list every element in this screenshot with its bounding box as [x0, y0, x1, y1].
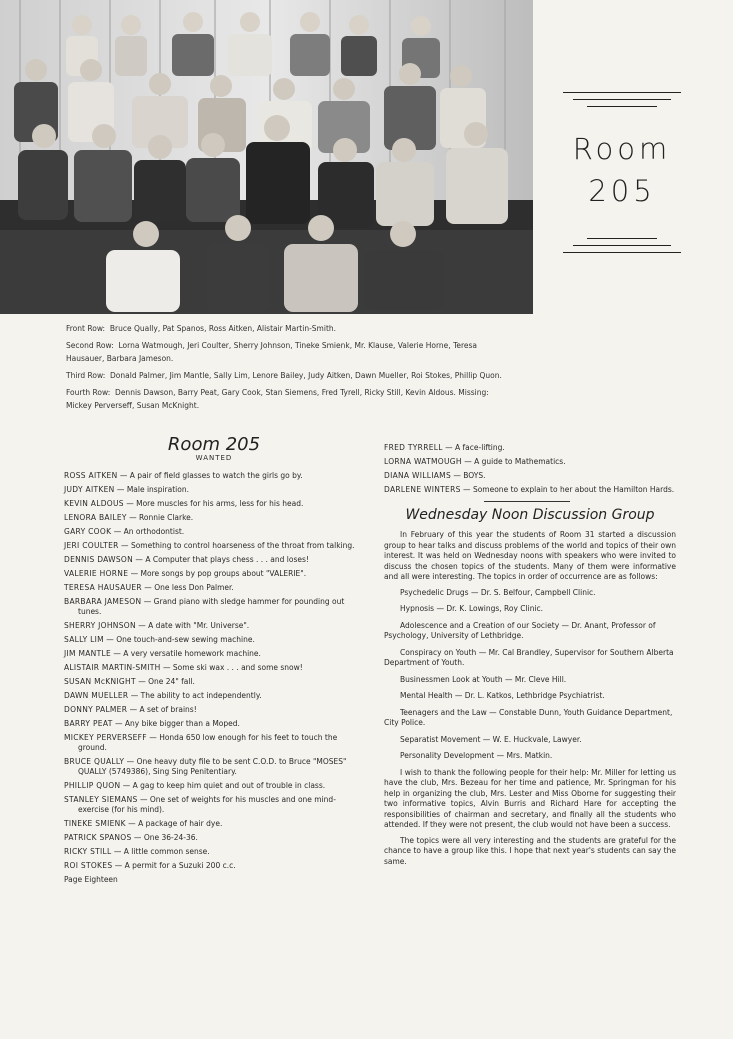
wanted-entry-text: An orthodontist.	[123, 527, 185, 536]
caption-row-names: Dennis Dawson, Barry Peat, Gary Cook, Stan Siemens, Fred Tyrell, Ricky Still, Kevin Aldous. Missing: Mickey Perverseff, Susan McKnight.	[66, 388, 489, 410]
topic-item: Personality Development — Mrs. Matkin.	[400, 751, 553, 760]
wanted-entry: VALERIE HORNE — More songs by pop groups about "VALERIE".	[64, 569, 307, 578]
wanted-entry-name: LENORA BAILEY	[64, 513, 127, 522]
wanted-entry: KEVIN ALDOUS — More muscles for his arms, less for his head.	[64, 499, 304, 508]
topic-item: Psychedelic Drugs — Dr. S. Belfour, Campbell Clinic.	[400, 587, 596, 597]
wanted-entry-name: ROSS AITKEN	[64, 471, 118, 480]
title-rule	[573, 245, 671, 246]
class-photo-illustration	[0, 0, 533, 314]
wanted-entry-text: Someone to explain to her about the Hamilton Hards.	[472, 485, 675, 494]
discussion-intro: In February of this year the students of Room 31 started a discussion group to hear talks and discuss problems of the world and topics of their own interest. It was held on Wednesday noons with speakers who were invited to discuss the chosen topics of the students. Many of them were informative and all were interesting. The topics in order of occurrence are as follows:	[384, 530, 676, 581]
wanted-section-title: Room 205	[167, 434, 261, 455]
wanted-entry-text: Some ski wax . . . and some snow!	[172, 663, 303, 672]
wanted-entry-text: A face-lifting.	[455, 443, 505, 452]
wanted-entry-text: BOYS.	[463, 471, 486, 480]
wanted-entry-name: GARY COOK	[64, 527, 112, 536]
topic-item: Mental Health — Dr. L. Katkos, Lethbridge Psychiatrist.	[400, 691, 605, 700]
wanted-entry-name: DENNIS DAWSON	[64, 555, 134, 564]
wanted-entry: MICKEY PERVERSEFF — Honda 650 low enough for his feet to touch the ground.	[64, 733, 338, 752]
wanted-entry-name: TERESA HAUSAUER	[64, 583, 142, 592]
topic-item: Teenagers and the Law — Constable Dunn, Youth Guidance Department, City Police.	[384, 707, 673, 727]
wanted-entry-name: FRED TYRRELL	[384, 443, 443, 452]
wanted-entry-name: DARLENE WINTERS	[384, 485, 461, 494]
wanted-entry-text: A Computer that plays chess . . . and loses!	[145, 555, 309, 564]
wanted-column	[64, 434, 364, 885]
wanted-entry-text: One heavy duty file to be sent C.O.D. to Bruce "MOSES" QUALLY (5749386), Sing Sing Penitentiary.	[78, 757, 347, 776]
wanted-entry-name: JUDY AITKEN	[64, 485, 115, 494]
wanted-entry-name: JERI COULTER	[64, 541, 119, 550]
wanted-entry: PATRICK SPANOS — One 36-24-36.	[64, 833, 198, 842]
wanted-entry-name: VALERIE HORNE	[64, 569, 129, 578]
caption-row	[66, 339, 506, 365]
wanted-entry: DIANA WILLIAMS — BOYS.	[384, 471, 486, 480]
topic-list	[384, 588, 676, 762]
caption-row	[66, 386, 506, 412]
wanted-entry-text: One 36-24-36.	[143, 833, 198, 842]
wanted-entry-text: Ronnie Clarke.	[139, 513, 194, 522]
discussion-title: Wednesday Noon Discussion Group	[405, 507, 655, 523]
section-divider	[484, 501, 570, 502]
caption-row-names: Bruce Qually, Pat Spanos, Ross Aitken, Alistair Martin-Smith.	[109, 324, 337, 333]
photo-caption	[66, 322, 506, 416]
wanted-entry: LORNA WATMOUGH — A guide to Mathematics.	[384, 457, 566, 466]
wanted-entry: DAWN MUELLER — The ability to act independently.	[64, 691, 262, 700]
wanted-entry: FRED TYRRELL — A face-lifting.	[384, 443, 505, 452]
wanted-entry-name: PHILLIP QUON	[64, 781, 121, 790]
title-rule	[573, 99, 671, 100]
wanted-entry: ALISTAIR MARTIN-SMITH — Some ski wax . . . and some snow!	[64, 663, 303, 672]
wanted-entry-name: BRUCE QUALLY	[64, 757, 125, 766]
wanted-entry-text: More muscles for his arms, less for his head.	[136, 499, 304, 508]
wanted-entry-text: More songs by pop groups about "VALERIE".	[140, 569, 307, 578]
wanted-entry: SHERRY JOHNSON — A date with "Mr. Universe".	[64, 621, 250, 630]
wanted-entry: BARRY PEAT — Any bike bigger than a Moped.	[64, 719, 240, 728]
discussion-thanks: I wish to thank the following people for their help: Mr. Miller for letting us have the club, Mrs. Bezeau for her time and patience, Mr. Springman for his help in organizing the club, Mrs. Lester and Miss Oborne for suggesting their two informative topics, Alvin Burris and Richard Hare for accepting the responsibilities of chairman and secretary, and finally all the students who attended. If they were not present, the club would not have been a success.	[384, 767, 676, 829]
wanted-entry-text: One touch-and-sew sewing machine.	[116, 635, 255, 644]
wanted-entry-text: Honda 650 low enough for his feet to touch the ground.	[78, 733, 338, 752]
wanted-entry-text: A pair of field glasses to watch the girls go by.	[129, 471, 303, 480]
wanted-entry-name: KEVIN ALDOUS	[64, 499, 124, 508]
discussion-closing: The topics were all very interesting and the students are grateful for the chance to have a group like this. I hope that next year's students can say the same.	[384, 835, 676, 866]
wanted-entry-name: SUSAN McKNIGHT	[64, 677, 136, 686]
wanted-entry: SALLY LIM — One touch-and-sew sewing machine.	[64, 635, 255, 644]
wanted-entry-text: Something to control hoarseness of the throat from talking.	[130, 541, 355, 550]
topic-item: Adolescence and a Creation of our Society — Dr. Anant, Professor of Psychology, University of Lethbridge.	[384, 620, 656, 640]
wanted-entry: STANLEY SIEMANS — One set of weights for his muscles and one mind-exercise (for his mind).	[64, 795, 336, 814]
wanted-entry-text: Any bike bigger than a Moped.	[124, 719, 240, 728]
wanted-subtitle: WANTED	[195, 454, 233, 462]
wanted-entry-name: BARBARA JAMESON	[64, 597, 142, 606]
wanted-entry-name: SALLY LIM	[64, 635, 104, 644]
title-rule	[563, 252, 681, 253]
caption-row-label: Third Row:	[66, 371, 106, 380]
wanted-entry-name: DONNY PALMER	[64, 705, 128, 714]
caption-row-names: Donald Palmer, Jim Mantle, Sally Lim, Lenore Bailey, Judy Aitken, Dawn Mueller, Roi Stokes, Phillip Quon.	[110, 371, 502, 380]
wanted-entry-text: A guide to Mathematics.	[474, 457, 566, 466]
wanted-entry: PHILLIP QUON — A gag to keep him quiet and out of trouble in class.	[64, 781, 326, 790]
title-rule	[587, 106, 657, 107]
wanted-entry-name: TINEKE SMIENK	[64, 819, 126, 828]
wanted-entry-name: DIANA WILLIAMS	[384, 471, 452, 480]
wanted-entry-name: STANLEY SIEMANS	[64, 795, 138, 804]
caption-row	[66, 369, 506, 382]
wanted-entry: DENNIS DAWSON — A Computer that plays chess . . . and loses!	[64, 555, 309, 564]
wanted-entry-name: RICKY STILL	[64, 847, 112, 856]
wanted-entry-text: A very versatile homework machine.	[123, 649, 261, 658]
title-rule	[587, 238, 657, 239]
caption-row	[66, 322, 506, 335]
wanted-entry-name: LORNA WATMOUGH	[384, 457, 462, 466]
wanted-entry-text: One set of weights for his muscles and one mind-exercise (for his mind).	[78, 795, 336, 814]
class-photo	[0, 0, 533, 314]
caption-row-label: Front Row:	[66, 324, 106, 333]
wanted-entry: DONNY PALMER — A set of brains!	[64, 705, 197, 714]
wanted-entry-text: A date with "Mr. Universe".	[148, 621, 250, 630]
wanted-entry-name: JIM MANTLE	[64, 649, 111, 658]
wanted-entry-text: A set of brains!	[139, 705, 197, 714]
wanted-entry: GARY COOK — An orthodontist.	[64, 527, 185, 536]
wanted-entry: SUSAN McKNIGHT — One 24" fall.	[64, 677, 195, 686]
wanted-entry-text: One less Don Palmer.	[154, 583, 234, 592]
wanted-entry: JERI COULTER — Something to control hoarseness of the throat from talking.	[64, 541, 355, 550]
wanted-entry: TERESA HAUSAUER — One less Don Palmer.	[64, 583, 234, 592]
wanted-entry-text: One 24" fall.	[148, 677, 195, 686]
wanted-entry-name: SHERRY JOHNSON	[64, 621, 136, 630]
topic-item: Hypnosis — Dr. K. Lowings, Roy Clinic.	[400, 604, 544, 613]
caption-row-label: Fourth Row:	[66, 388, 111, 397]
room-title-block	[563, 92, 681, 252]
wanted-entry-text: A gag to keep him quiet and out of trouble in class.	[132, 781, 326, 790]
wanted-entry-text: A package of hair dye.	[138, 819, 223, 828]
title-rule	[563, 92, 681, 93]
wanted-entry: LENORA BAILEY — Ronnie Clarke.	[64, 513, 194, 522]
wanted-entry: DARLENE WINTERS — Someone to explain to her about the Hamilton Hards.	[384, 485, 675, 494]
room-title-line-2: 205	[588, 174, 656, 208]
room-title-line-1: Room	[572, 132, 672, 166]
wanted-entry: JIM MANTLE — A very versatile homework machine.	[64, 649, 261, 658]
wanted-entry-text: A little common sense.	[123, 847, 210, 856]
wanted-entry-text: Male inspiration.	[126, 485, 189, 494]
wanted-entry: BARBARA JAMESON — Grand piano with sledge hammer for pounding out tunes.	[64, 597, 345, 616]
topic-item: Businessmen Look at Youth — Mr. Cleve Hill.	[400, 674, 567, 684]
wanted-entry-name: ROI STOKES	[64, 861, 113, 870]
wanted-entry: JUDY AITKEN — Male inspiration.	[64, 485, 189, 494]
wanted-entry-text: The ability to act independently.	[140, 691, 262, 700]
caption-row-names: Lorna Watmough, Jeri Coulter, Sherry Johnson, Tineke Smienk, Mr. Klause, Valerie Horne, Teresa Hausauer, Barbara Jameson.	[66, 341, 478, 363]
right-column	[384, 443, 676, 872]
caption-row-label: Second Row:	[66, 341, 114, 350]
wanted-entry: RICKY STILL — A little common sense.	[64, 847, 210, 856]
page-footer: Page Eighteen	[64, 875, 118, 884]
topic-item: Separatist Movement — W. E. Huckvale, Lawyer.	[400, 734, 582, 744]
wanted-entry: TINEKE SMIENK — A package of hair dye.	[64, 819, 223, 828]
wanted-entry-name: PATRICK SPANOS	[64, 833, 132, 842]
wanted-entry-text: A permit for a Suzuki 200 c.c.	[124, 861, 236, 870]
wanted-entry-name: ALISTAIR MARTIN-SMITH	[64, 663, 161, 672]
wanted-entry: ROI STOKES — A permit for a Suzuki 200 c.c.	[64, 861, 236, 870]
topic-item: Conspiracy on Youth — Mr. Cal Brandley, Supervisor for Southern Alberta Department of Youth.	[384, 647, 674, 667]
wanted-entry-name: MICKEY PERVERSEFF	[64, 733, 147, 742]
wanted-list-continued	[384, 443, 676, 495]
wanted-entry-name: BARRY PEAT	[64, 719, 113, 728]
wanted-entry: BRUCE QUALLY — One heavy duty file to be sent C.O.D. to Bruce "MOSES" QUALLY (5749386), Sing Sing Penitentiary.	[64, 757, 347, 776]
wanted-list	[64, 471, 364, 871]
wanted-entry: ROSS AITKEN — A pair of field glasses to watch the girls go by.	[64, 471, 303, 480]
wanted-entry-name: DAWN MUELLER	[64, 691, 129, 700]
wanted-entry-text: Grand piano with sledge hammer for pounding out tunes.	[78, 597, 345, 616]
